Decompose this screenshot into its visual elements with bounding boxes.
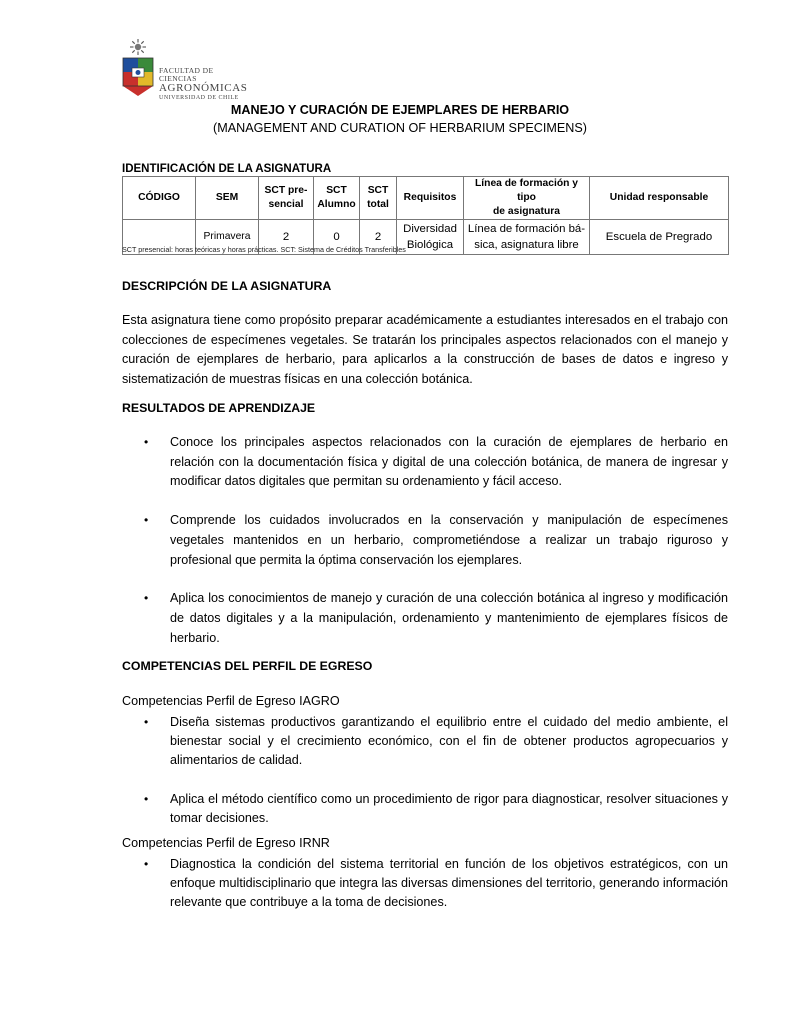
identification-heading: IDENTIFICACIÓN DE LA ASIGNATURA xyxy=(122,163,332,175)
header-unidad: Unidad responsable xyxy=(590,177,729,220)
list-item: • Aplica el método científico como un procedimiento de rigor para diagnosticar, resolver situaciones y tomar decisiones. xyxy=(144,791,728,825)
bullet-icon: • xyxy=(144,513,149,528)
list-item: • Aplica los conocimientos de manejo y curación de una colección botánica al ingreso y modificación de datos digitales y a la manipulación, ordenamiento y mantenimiento de ejemplares físicos de herbario. xyxy=(144,591,728,645)
resultados-heading: RESULTADOS DE APRENDIZAJE xyxy=(122,401,316,415)
header-requisitos: Requisitos xyxy=(397,177,464,220)
header-sct-total: SCT total xyxy=(360,177,397,220)
course-info-table xyxy=(122,176,729,255)
cell-linea: Línea de formación bá- sica, asignatura libre xyxy=(464,220,590,255)
document-title: MANEJO Y CURACIÓN DE EJEMPLARES DE HERBARIO xyxy=(230,103,570,117)
resultados-list xyxy=(122,433,728,648)
logo-line-3: UNIVERSIDAD DE CHILE xyxy=(159,95,239,101)
university-crest-icon xyxy=(120,38,160,100)
bullet-icon: • xyxy=(144,591,149,606)
descripcion-text: Esta asignatura tiene como propósito preparar académicamente a estudiantes interesados en el trabajo con colecciones de especímenes vegetales. Se tratarán los principales aspectos relacionados con el manejo y curación de ejemplares de herbario, para aplicarlos a la construcción de bases de datos e ingreso y sistematización de muestras físicas en una colección botánica. xyxy=(122,313,728,387)
iagro-heading: Competencias Perfil de Egreso IAGRO xyxy=(122,694,340,708)
header-sem: SEM xyxy=(196,177,259,220)
bullet-icon: • xyxy=(144,791,149,806)
cell-sct-alumno: 0 xyxy=(314,220,360,255)
document-subtitle: (MANAGEMENT AND CURATION OF HERBARIUM SPECIMENS) xyxy=(213,121,587,135)
header-sct-presencial: SCT pre- sencial xyxy=(259,177,314,220)
irnr-list xyxy=(122,855,728,913)
cell-sct-total: 2 xyxy=(360,220,397,255)
list-item: • Diagnostica la condición del sistema territorial en función de los objetivos estratégicos, con un enfoque multidisciplinario que integra las diversas dimensiones del territorio, generando información relevante que contribuye a la toma de decisiones. xyxy=(144,857,728,910)
list-item: • Diseña sistemas productivos garantizando el equilibrio entre el cuidado del medio ambiente, el bienestar social y el crecimiento económico, con el fin de obtener productos agropecuarios y alimentarios de calidad. xyxy=(144,715,728,768)
bullet-icon: • xyxy=(144,715,149,729)
header-linea: Línea de formación y tipo de asignatura xyxy=(464,177,590,220)
list-item: • Conoce los principales aspectos relacionados con la curación de ejemplares de herbario en relación con la documentación física y digital de una colección botánica, de manera de ingresar y modificar datos digitales que permitan su ordenamiento y fácil acceso. xyxy=(144,435,728,489)
list-item: • Comprende los cuidados involucrados en la conservación y manipulación de especímenes vegetales mantenidos en un herbario, comprometiéndose a realizar un trabajo riguroso y profesional que permita la óptima conservación los ejemplares. xyxy=(144,513,728,567)
competencias-heading: COMPETENCIAS DEL PERFIL DE EGRESO xyxy=(122,659,373,673)
bullet-icon: • xyxy=(144,435,149,449)
logo-text xyxy=(159,67,248,101)
cell-requisitos: Diversidad Biológica xyxy=(397,220,464,255)
irnr-heading: Competencias Perfil de Egreso IRNR xyxy=(122,836,330,850)
cell-sem: Primavera xyxy=(196,220,259,255)
table-footnote: SCT presencial: horas teóricas y horas prácticas. SCT: Sistema de Créditos Transferibles xyxy=(122,245,406,254)
descripcion-heading: DESCRIPCIÓN DE LA ASIGNATURA xyxy=(122,279,332,293)
header-codigo: CÓDIGO xyxy=(123,177,196,220)
cell-unidad: Escuela de Pregrado xyxy=(590,220,729,255)
logo-line-2: AGRONÓMICAS xyxy=(159,82,248,94)
bullet-icon: • xyxy=(144,857,149,871)
cell-sct-presencial: 2 xyxy=(259,220,314,255)
table-header-row xyxy=(123,177,729,220)
header-sct-alumno: SCT Alumno xyxy=(314,177,360,220)
faculty-logo xyxy=(120,38,248,101)
logo-line-1: FACULTAD DE CIENCIAS xyxy=(159,66,214,83)
iagro-list xyxy=(122,713,728,828)
